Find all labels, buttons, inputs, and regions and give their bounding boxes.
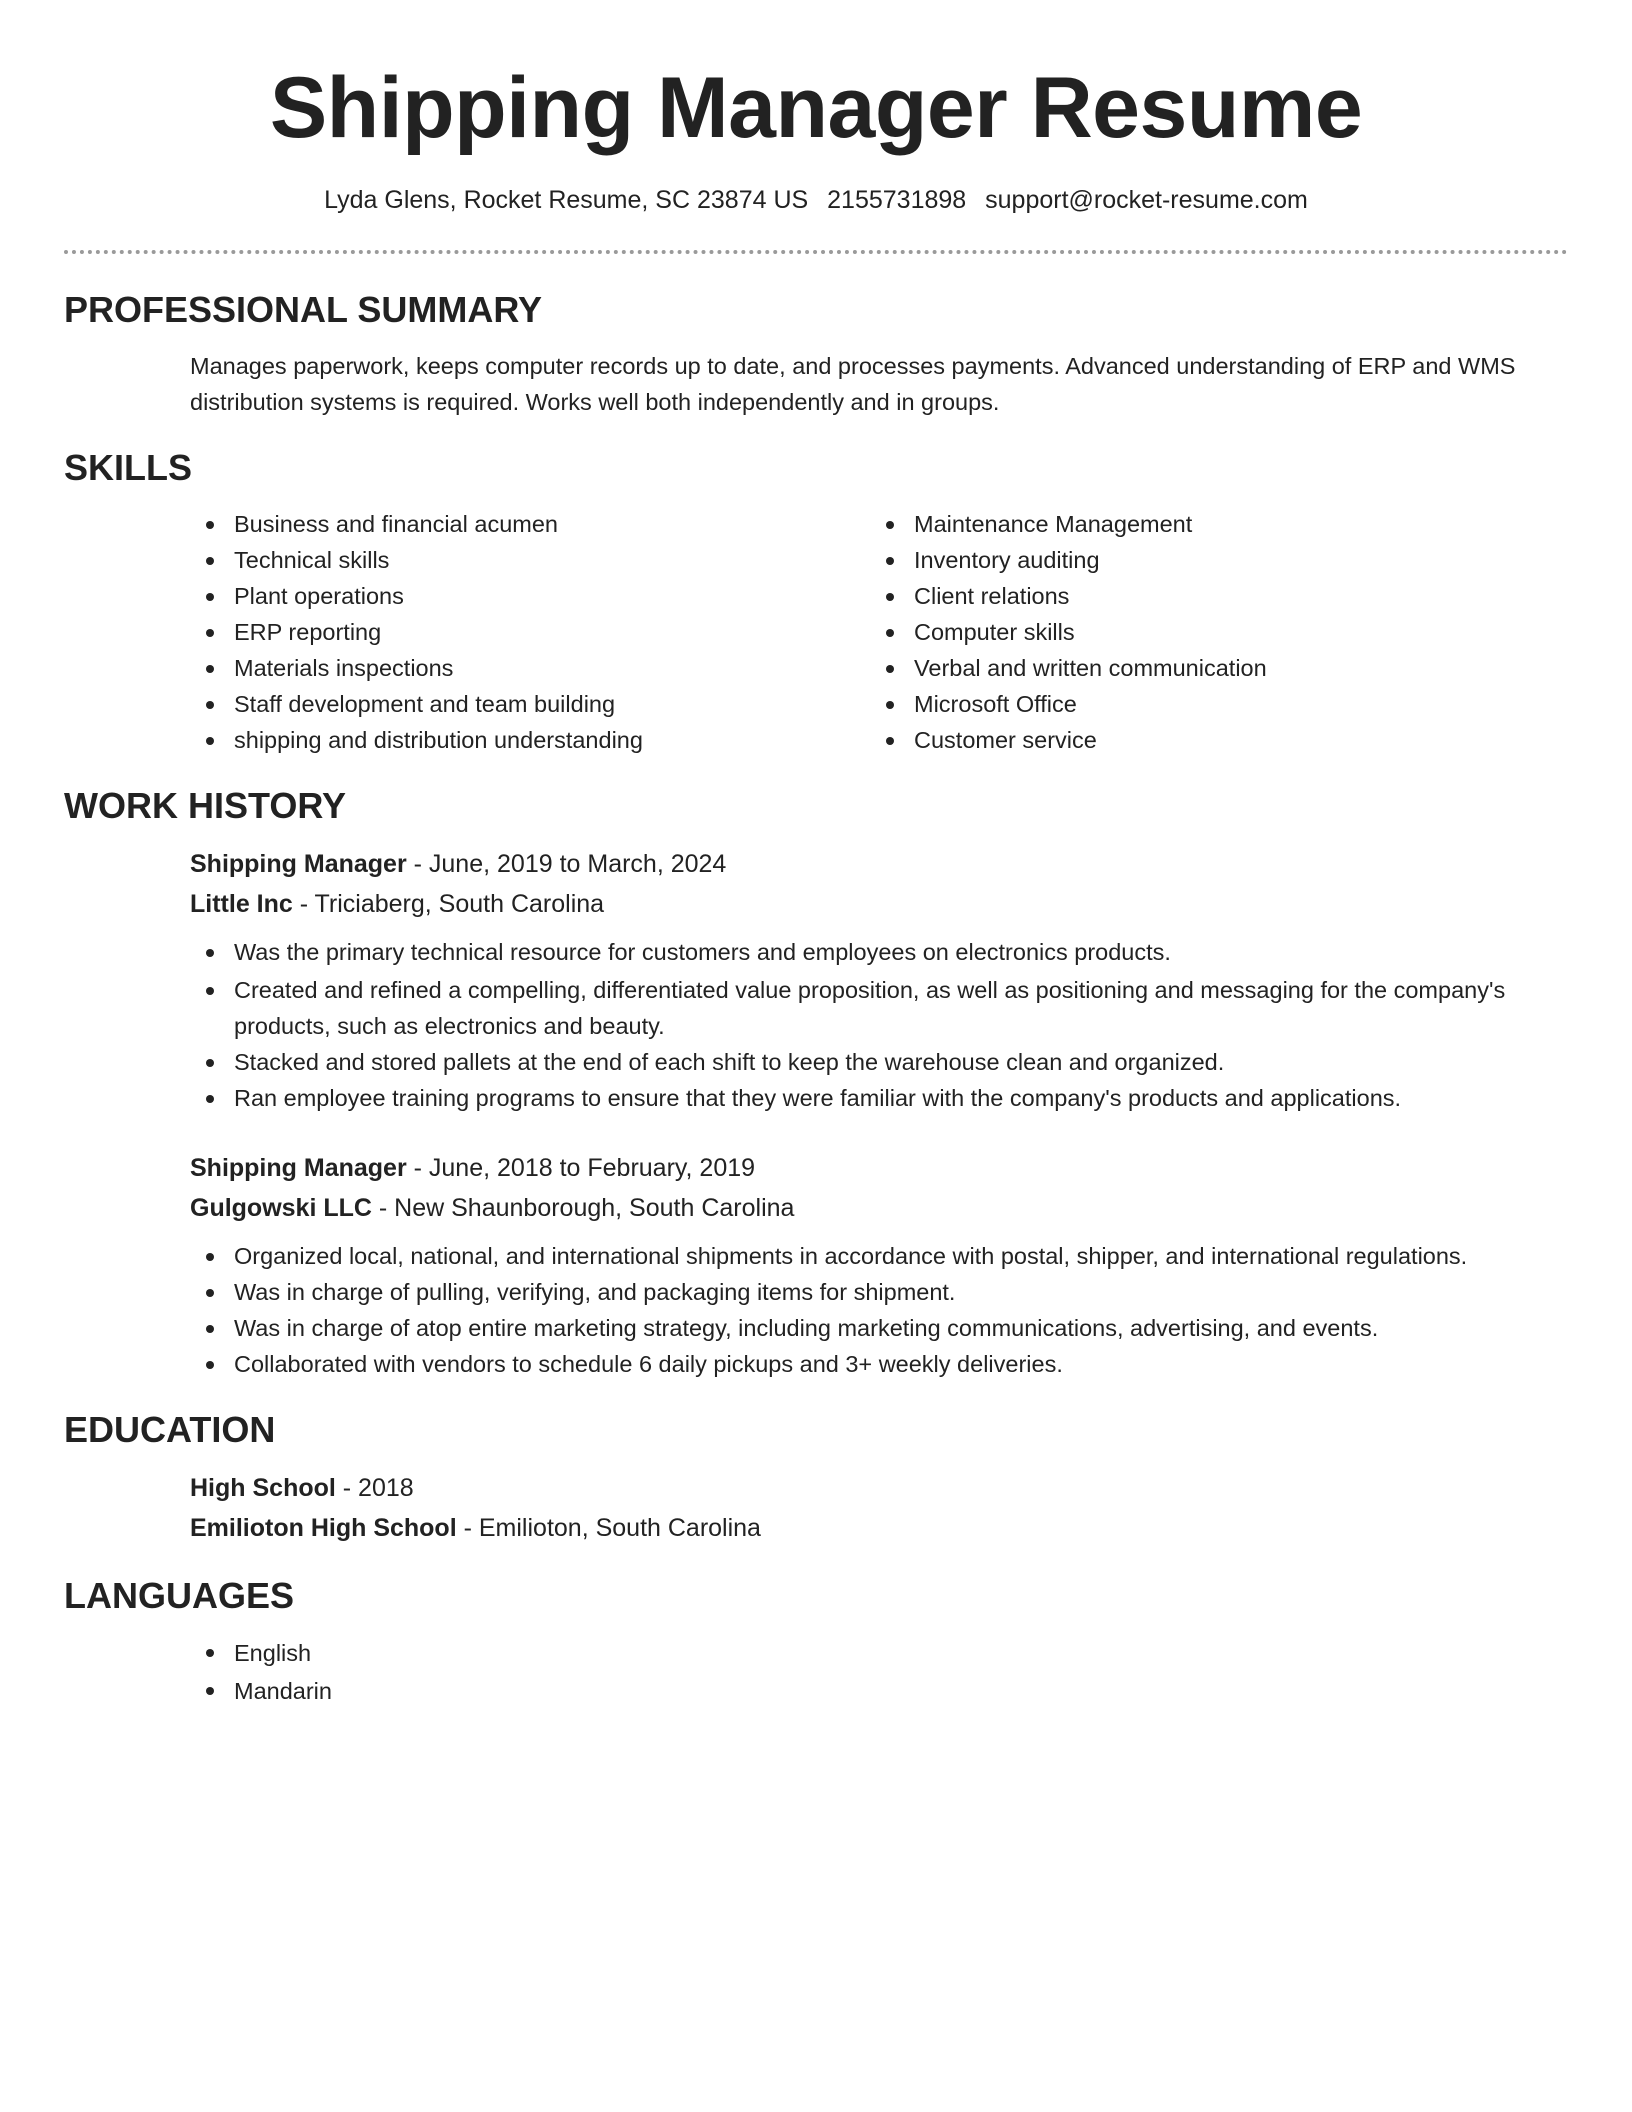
language-item: Mandarin: [190, 1672, 1568, 1710]
contact-email: support@rocket-resume.com: [985, 186, 1308, 214]
education-heading: EDUCATION: [64, 1409, 276, 1450]
header-divider: [64, 250, 1568, 254]
job-bullets: [190, 934, 1568, 1116]
skill-item: shipping and distribution understanding: [190, 722, 870, 758]
skills-grid: [190, 506, 1568, 758]
resume-title: Shipping Manager Resume: [269, 60, 1363, 156]
work-section: [64, 784, 1568, 1382]
summary-section: [64, 288, 1568, 420]
job-company-line: [190, 884, 1568, 924]
job-dates: - June, 2019 to March, 2024: [406, 850, 727, 878]
contact-line: [64, 184, 1568, 216]
job-bullet: Was in charge of pulling, verifying, and packaging items for shipment.: [190, 1274, 1568, 1310]
skill-item: Microsoft Office: [870, 686, 1550, 722]
job-company-line: [190, 1188, 1568, 1228]
job-bullet: Organized local, national, and international shipments in accordance with postal, shipper, and international regulations.: [190, 1238, 1568, 1274]
skill-item: Materials inspections: [190, 650, 870, 686]
language-item: English: [190, 1634, 1568, 1672]
skill-item: Client relations: [870, 578, 1550, 614]
skill-item: Computer skills: [870, 614, 1550, 650]
education-entry: [190, 1468, 1568, 1548]
education-degree: High School: [190, 1474, 336, 1502]
skill-item: Business and financial acumen: [190, 506, 870, 542]
skills-section: [64, 446, 1568, 758]
summary-heading: PROFESSIONAL SUMMARY: [64, 289, 543, 330]
job-bullets: [190, 1238, 1568, 1382]
job-bullet: Was in charge of atop entire marketing strategy, including marketing communications, advertising, and events.: [190, 1310, 1568, 1346]
skill-item: Maintenance Management: [870, 506, 1550, 542]
job-bullet: Ran employee training programs to ensure that they were familiar with the company's products and applications.: [190, 1080, 1568, 1116]
job-dates: - June, 2018 to February, 2019: [406, 1154, 756, 1182]
job-location: - Triciaberg, South Carolina: [292, 890, 605, 918]
job-bullet: Was the primary technical resource for customers and employees on electronics products.: [190, 934, 1568, 970]
skill-item: Inventory auditing: [870, 542, 1550, 578]
job-title: Shipping Manager: [190, 850, 407, 878]
summary-text: Manages paperwork, keeps computer records up to date, and processes payments. Advanced understanding of ERP and WMS distribution systems is required. Works well both independently and in groups.: [190, 353, 1516, 415]
skill-item: Staff development and team building: [190, 686, 870, 722]
job-entry: [190, 844, 1568, 1116]
skills-heading: SKILLS: [64, 447, 193, 488]
job-bullet: Created and refined a compelling, differentiated value proposition, as well as positioning and messaging for the company's products, such as electronics and beauty.: [190, 972, 1568, 1044]
education-section: [64, 1408, 1568, 1548]
languages-list: [190, 1634, 1568, 1710]
skills-left-list: [190, 506, 870, 758]
skill-item: ERP reporting: [190, 614, 870, 650]
job-company: Gulgowski LLC: [190, 1194, 372, 1222]
work-heading: WORK HISTORY: [64, 785, 347, 826]
job-title-line: [190, 844, 1568, 884]
languages-section: [64, 1574, 1568, 1710]
contact-phone: 2155731898: [827, 186, 967, 214]
job-title-line: [190, 1148, 1568, 1188]
job-company: Little Inc: [190, 890, 293, 918]
job-entry: [190, 1148, 1568, 1382]
skill-item: Customer service: [870, 722, 1550, 758]
job-title: Shipping Manager: [190, 1154, 407, 1182]
job-location: - New Shaunborough, South Carolina: [371, 1194, 795, 1222]
education-degree-line: [190, 1468, 1568, 1508]
education-school: Emilioton High School: [190, 1514, 457, 1542]
education-year: - 2018: [335, 1474, 414, 1502]
languages-heading: LANGUAGES: [64, 1575, 295, 1616]
education-location: - Emilioton, South Carolina: [456, 1514, 761, 1542]
skill-item: Plant operations: [190, 578, 870, 614]
skill-item: Technical skills: [190, 542, 870, 578]
job-bullet: Stacked and stored pallets at the end of each shift to keep the warehouse clean and organized.: [190, 1044, 1568, 1080]
contact-address: Lyda Glens, Rocket Resume, SC 23874 US: [324, 186, 809, 214]
job-bullet: Collaborated with vendors to schedule 6 daily pickups and 3+ weekly deliveries.: [190, 1346, 1568, 1382]
skill-item: Verbal and written communication: [870, 650, 1550, 686]
education-school-line: [190, 1508, 1568, 1548]
skills-right-list: [870, 506, 1550, 758]
